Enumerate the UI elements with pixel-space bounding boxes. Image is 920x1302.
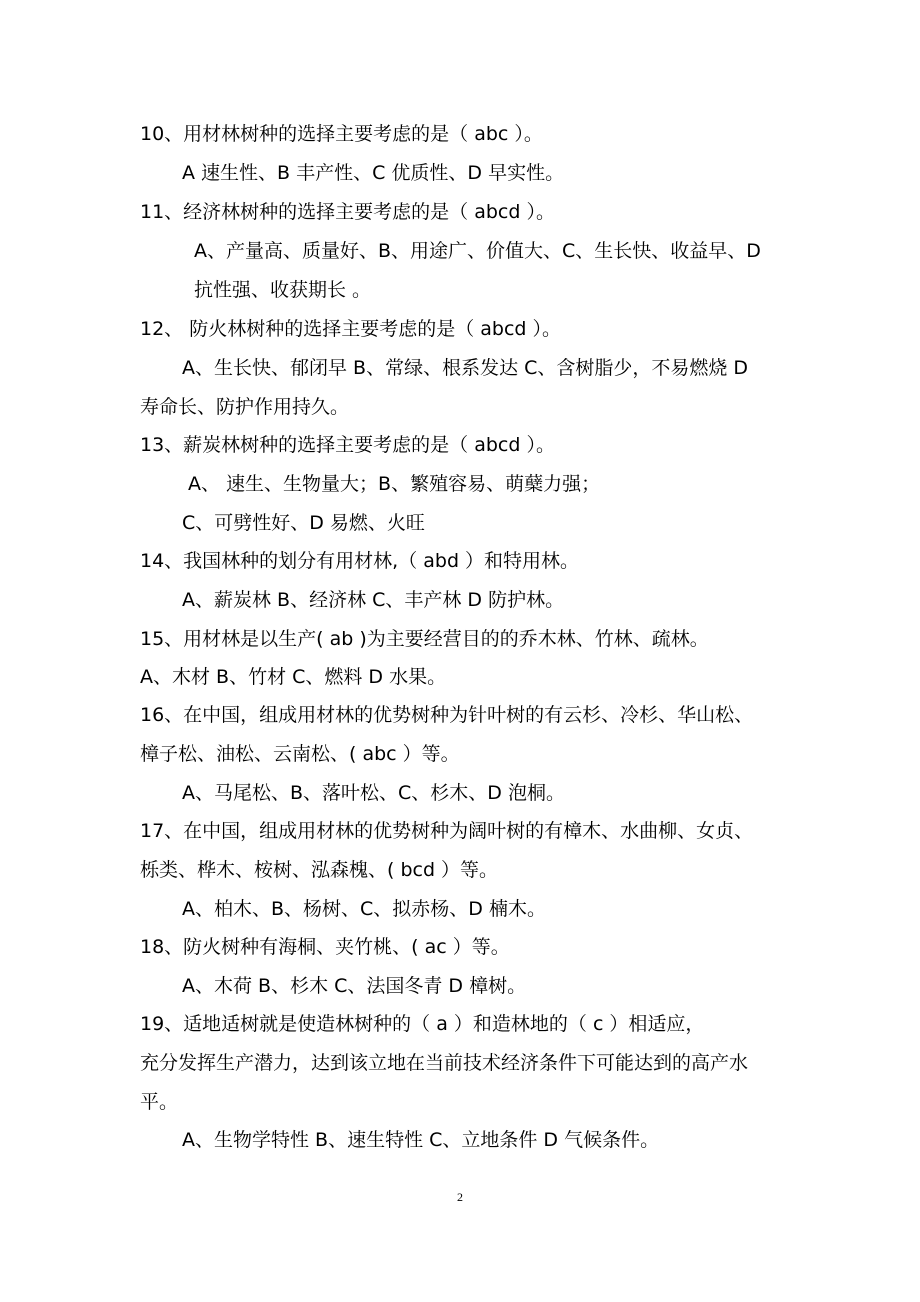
q17-question-cont: 栎类、桦木、桉树、泓森槐、( bcd ）等。: [140, 859, 499, 881]
page-number: 2: [457, 1190, 463, 1204]
q13-question: 13、薪炭林树种的选择主要考虑的是（ abcd ）。: [140, 434, 555, 456]
q11-options: A、产量高、质量好、B、用途广、价值大、C、生长快、收益早、D: [194, 240, 761, 262]
q17-question: 17、在中国，组成用材林的优势树种为阔叶树的有樟木、水曲柳、女贞、: [140, 820, 754, 842]
q12-options-cont: 寿命长、防护作用持久。: [140, 396, 350, 418]
q12-options: A、生长快、郁闭早 B、常绿、根系发达 C、含树脂少，不易燃烧 D: [182, 357, 749, 379]
q15-options: A、木材 B、竹材 C、燃料 D 水果。: [140, 666, 447, 688]
q16-question-cont: 樟子松、油松、云南松、( abc ）等。: [140, 743, 460, 765]
q10-question: 10、用材林树种的选择主要考虑的是（ abc ）。: [140, 123, 543, 145]
q19-question: 19、适地适树就是使造林树种的（ a ）和造林地的（ c ）相适应，: [140, 1013, 705, 1035]
q19-question-cont: 充分发挥生产潜力，达到该立地在当前技术经济条件下可能达到的高产水: [140, 1052, 749, 1074]
q10-options: A 速生性、B 丰产性、C 优质性、D 早实性。: [182, 162, 565, 184]
q18-question: 18、防火树种有海桐、夹竹桃、( ac ）等。: [140, 936, 510, 958]
q16-options: A、马尾松、B、落叶松、C、杉木、D 泡桐。: [182, 782, 565, 804]
q16-question: 16、在中国，组成用材林的优势树种为针叶树的有云杉、冷杉、华山松、: [140, 704, 754, 726]
q14-options: A、薪炭林 B、经济林 C、丰产林 D 防护林。: [182, 589, 565, 611]
q13-options-cont: C、可劈性好、D 易燃、火旺: [182, 512, 425, 534]
q15-question: 15、用材林是以生产( ab )为主要经营目的的乔木林、竹林、疏林。: [140, 628, 709, 650]
q14-question: 14、我国林种的划分有用材林,（ abd ）和特用林。: [140, 550, 580, 572]
q12-question: 12、 防火林树种的选择主要考虑的是（ abcd ）。: [140, 318, 562, 340]
q19-question-end: 平。: [140, 1091, 179, 1113]
q19-options: A、生物学特性 B、速生特性 C、立地条件 D 气候条件。: [182, 1129, 660, 1151]
q17-options: A、柏木、B、杨树、C、拟赤杨、D 楠木。: [182, 898, 546, 920]
q11-question: 11、经济林树种的选择主要考虑的是（ abcd ）。: [140, 201, 555, 223]
q11-options-cont: 抗性强、收获期长 。: [194, 279, 372, 301]
q13-options: A、 速生、生物量大；B、繁殖容易、萌蘖力强；: [188, 473, 601, 495]
q18-options: A、木荷 B、杉木 C、法国冬青 D 樟树。: [182, 975, 527, 997]
